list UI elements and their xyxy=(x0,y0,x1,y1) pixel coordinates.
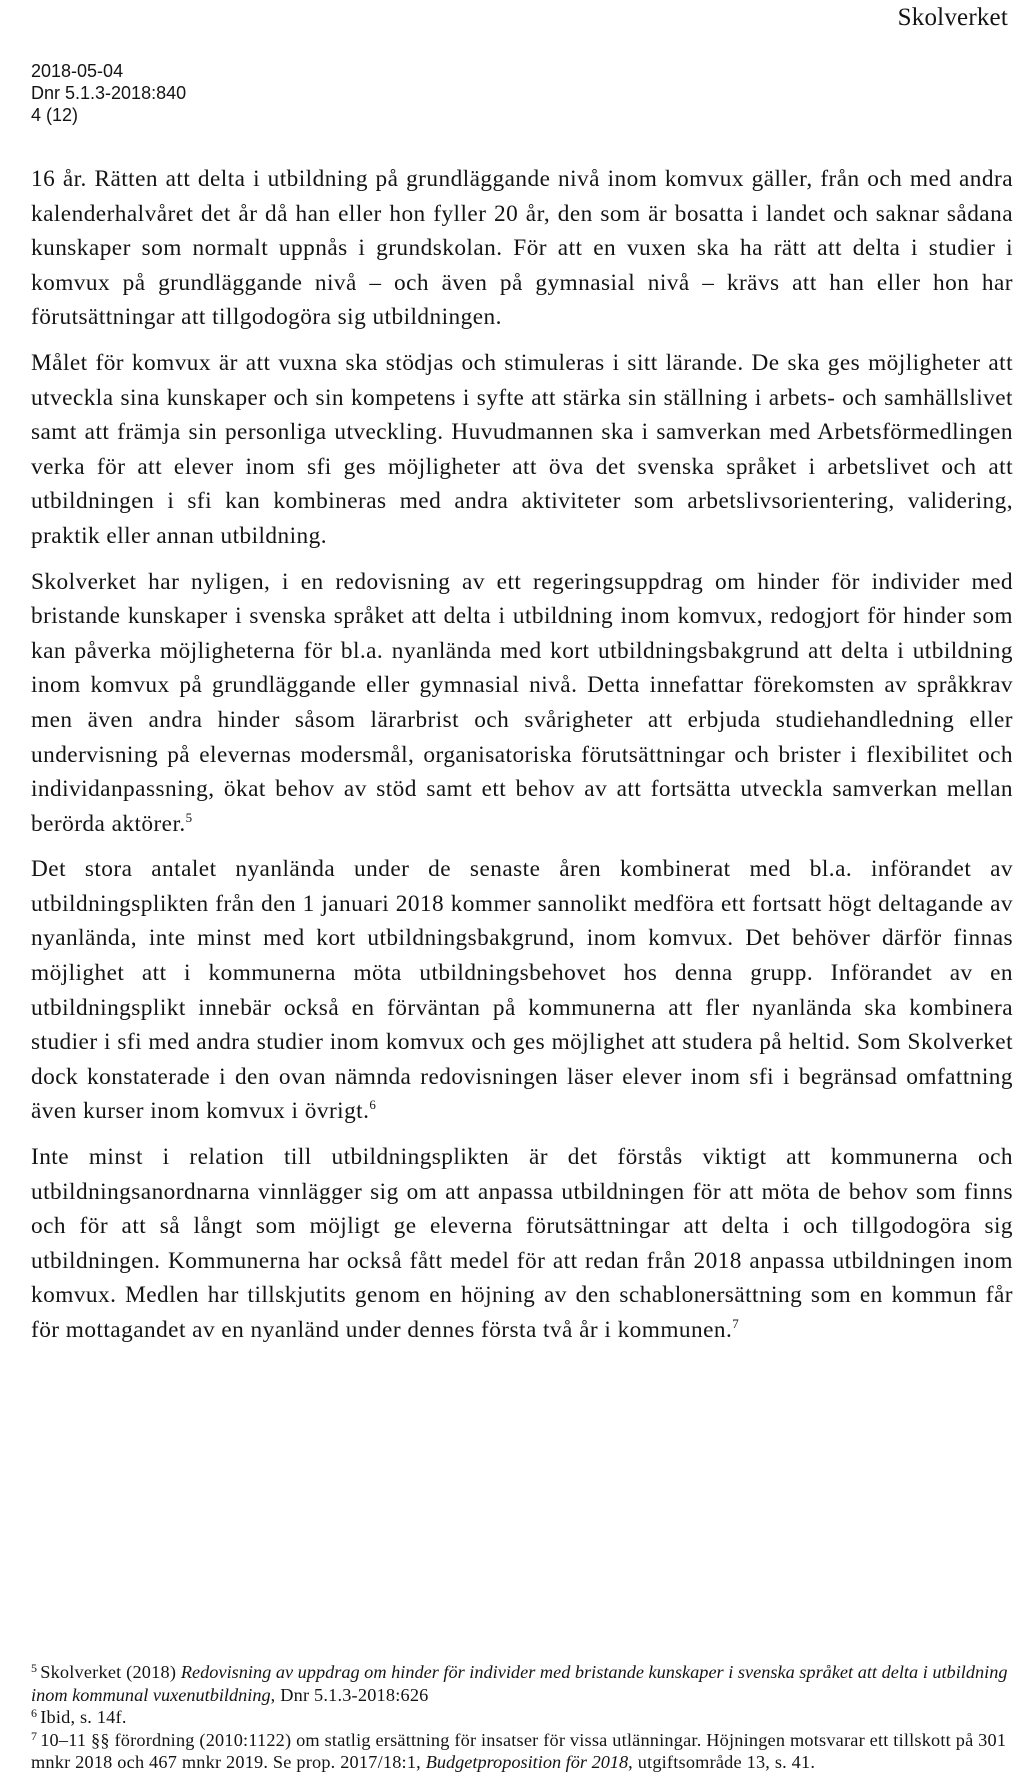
footnote xyxy=(31,1661,1013,1706)
footnotes xyxy=(31,1661,1013,1774)
footnote-title: Budgetproposition för 2018 xyxy=(425,1752,629,1773)
paragraph xyxy=(31,162,1013,335)
footnote-ref: 7 xyxy=(732,1316,740,1331)
footnote-text: Skolverket (2018) xyxy=(40,1662,181,1682)
body-text xyxy=(31,162,1013,1359)
footnote-text: Ibid, s. 14f. xyxy=(40,1707,127,1728)
paragraph-text: Inte minst i relation till utbildningsplikten är det förstås viktigt att kommunerna och utbildningsanordnarna vinnlägger sig om att anpassa utbildningen för att möta de behov som finns och för att så långt som möjligt ge eleverna förutsättningar att delta i och tillgodogöra sig utbildningen. Kommunerna har också fått medel för att redan från 2018 anpassa utbildningen inom komvux. Medlen har tillskjutits genom en höjning av den schablonersättning som en kommun får för mottagandet av en nyanländ under dennes första två år i kommunen. xyxy=(31,1144,1013,1343)
footnote-text: , Dnr 5.1.3-2018:626 xyxy=(270,1684,429,1705)
paragraph-text: Skolverket har nyligen, i en redovisning av ett regeringsuppdrag om hinder för individer med bristande kunskaper i svenska språket att delta i utbildning inom komvux, redogjort för hinder som kan påverka möjligheterna för bl.a. nyanlända med kort utbildningsbakgrund att delta i utbildning inom komvux på grundläggande eller gymnasial nivå. Detta innefattar förekomsten av språkkrav men även andra hinder såsom lärarbrist och svårigheter att erbjuda studiehandledning eller undervisning på elevernas modersmål, organisatoriska förutsättningar och brister i flexibilitet och individanpassning, ökat behov av stöd samt ett behov av att fortsätta utveckla samverkan mellan berörda aktörer. xyxy=(31,568,1013,837)
footnote-number: 5 xyxy=(31,1661,38,1675)
footnote-ref: 6 xyxy=(369,1097,377,1113)
footnote-ref: 5 xyxy=(185,809,193,825)
page-number: 4 (12) xyxy=(31,105,79,125)
organization-name: Skolverket xyxy=(897,4,1008,31)
paragraph-text: Det stora antalet nyanlända under de senaste åren kombinerat med bl.a. införandet av utbildningsplikten från den 1 januari 2018 kommer sannolikt medföra ett fortsatt högt deltagande av nyanlända, inte minst med kort utbildningsbakgrund, inom komvux. Det behöver därför finnas möjlighet att i kommunerna möta utbildningsbehovet hos denna grupp. Införandet av en utbildningsplikt innebär också en förväntan på kommunerna att fler nyanlända ska kombinera studier i sfi med andra studier inom komvux och ges möjlighet att studera på heltid. Som Skolverket dock konstaterade i den ovan nämnda redovisningen läser elever inom sfi i begränsad omfattning även kurser inom komvux i övrigt. xyxy=(31,856,1013,1125)
paragraph xyxy=(31,346,1013,554)
paragraph-text: Målet för komvux är att vuxna ska stödjas och stimuleras i sitt lärande. De ska ges möjligheter att utveckla sina kunskaper och sin kompetens i syfte att stärka sin ställning i arbets- och samhällslivet samt att främja sin personliga utveckling. Huvudmannen ska i samverkan med Arbetsförmedlingen verka för att elever inom sfi ges möjligheter att öva det svenska språket i arbetslivet och att utbildningen i sfi kan kombineras med andra aktiviteter som arbetslivsorientering, validering, praktik eller annan utbildning. xyxy=(31,349,1013,549)
footnote-text: 10–11 §§ förordning (2010:1122) om statlig ersättning för insatser för vissa utlänningar. Höjningen motsvarar ett tillskott på 301 mnkr 2018 och 467 mnkr 2019. Se prop. 2017/18:1, xyxy=(31,1729,1007,1773)
footnote-title: Redovisning av uppdrag om hinder för individer med bristande kunskaper i svenska språket att delta i utbildning inom kommunal vuxenutbildning xyxy=(31,1662,1008,1705)
paragraph xyxy=(31,852,1013,1129)
footnote-number: 7 xyxy=(31,1728,38,1743)
footnote-number: 6 xyxy=(31,1706,38,1721)
footnote xyxy=(31,1706,1013,1729)
paragraph xyxy=(31,1140,1013,1348)
document-metadata xyxy=(31,60,186,126)
footnote-text: , utgiftsområde 13, s. 41. xyxy=(628,1752,816,1773)
footnote xyxy=(31,1729,1013,1774)
paragraph-text: 16 år. Rätten att delta i utbildning på grundläggande nivå inom komvux gäller, från och med andra kalenderhalvåret det år då han eller hon fyller 20 år, den som är bosatta i landet och saknar sådana kunskaper som normalt uppnås i grundskolan. För att en vuxen ska ha rätt att delta i studier i komvux på grundläggande nivå – och även på gymnasial nivå – krävs att han eller hon har förutsättningar att tillgodogöra sig utbildningen. xyxy=(31,166,1013,331)
paragraph xyxy=(31,565,1013,842)
document-date: 2018-05-04 xyxy=(31,61,124,81)
document-reference: Dnr 5.1.3-2018:840 xyxy=(31,83,187,103)
